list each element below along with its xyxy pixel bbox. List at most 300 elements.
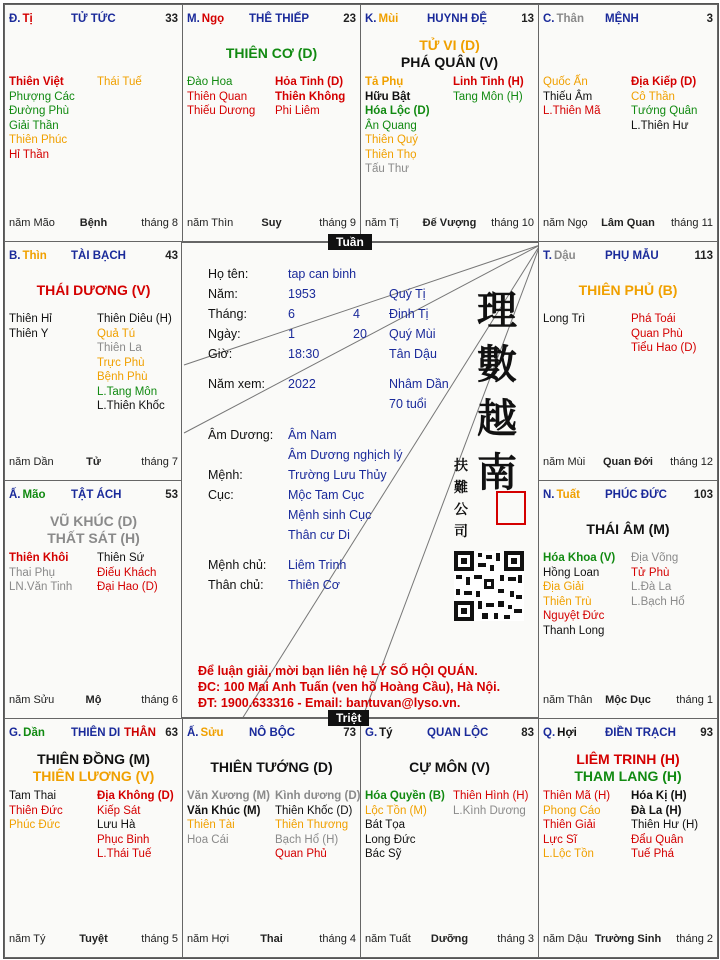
minor-star: Quốc Ấn xyxy=(543,76,588,88)
minor-star: Quan Phù xyxy=(631,327,683,340)
minor-star: Thiên Trù xyxy=(543,595,592,608)
minor-star: Ân Quang xyxy=(365,119,417,132)
horoscope-board xyxy=(3,3,719,959)
palace-name: TỬ TỨC xyxy=(71,13,116,25)
minor-star: Đà La (H) xyxy=(631,804,682,817)
minor-star: Long Đức xyxy=(365,833,416,846)
calligraphy-small-3: 公 xyxy=(454,502,468,518)
minor-star: Thiên Việt xyxy=(9,76,64,88)
calligraphy-char-3: 越 xyxy=(477,395,517,442)
amduong-value: Âm Nam xyxy=(288,428,337,442)
palace-header xyxy=(9,727,178,741)
minor-star: Tấu Thư xyxy=(365,163,409,175)
palace-number: 13 xyxy=(521,13,534,25)
palace-chi: Sửu xyxy=(200,727,224,739)
footer-year: năm Hợi xyxy=(187,933,230,945)
palace-can: B. xyxy=(9,250,21,262)
palace-ty xyxy=(360,718,539,958)
star-column-left xyxy=(543,75,631,119)
menh-label: Mệnh: xyxy=(208,468,243,482)
amduong-note: Âm Dương nghịch lý xyxy=(288,448,403,462)
month-label: Tháng: xyxy=(208,307,247,321)
minor-star: Cô Thần xyxy=(631,90,675,103)
palace-header xyxy=(543,250,713,264)
contact-line-2: ĐC: 100 Mai Anh Tuấn (ven hồ Hoàng Cầu), Hà Nội. xyxy=(198,680,501,694)
day-canchi: Quý Mùi xyxy=(389,327,436,341)
footer-trangsinh: Tử xyxy=(86,456,101,468)
star-column-right xyxy=(97,312,183,414)
star-column-right xyxy=(453,75,539,104)
palace-name: TÀI BẠCH xyxy=(71,250,126,262)
palace-can: G. xyxy=(9,727,22,739)
main-star: THÁI ÂM (M) xyxy=(586,521,670,537)
minor-star: Tả Phụ xyxy=(365,76,404,88)
minor-star: L.Thiên Khốc xyxy=(97,400,165,412)
star-column-left xyxy=(365,75,453,177)
minor-star: Thiên Quý xyxy=(365,134,419,146)
palace-mao xyxy=(4,480,183,719)
minor-star: L.Thiên Hư xyxy=(631,119,689,132)
minor-star: Bạch Hổ (H) xyxy=(275,833,339,846)
palace-header xyxy=(9,13,178,27)
center-info-panel xyxy=(181,242,539,718)
minor-star: Thai Phụ xyxy=(9,566,56,579)
footer-month: tháng 8 xyxy=(141,217,178,229)
view-year-value: 2022 xyxy=(288,377,316,391)
palace-header xyxy=(365,727,534,741)
palace-number: 73 xyxy=(343,727,356,739)
minor-star: Thiên Hỉ xyxy=(9,313,52,325)
minor-star: Địa Không (D) xyxy=(97,790,174,802)
footer-year: năm Mùi xyxy=(543,456,586,468)
minor-star: Thiên Tài xyxy=(187,819,235,831)
main-star: THIÊN LƯƠNG (V) xyxy=(32,768,155,784)
minor-star: L.Bạch Hổ xyxy=(631,595,685,608)
palace-ngo xyxy=(182,4,361,242)
minor-star: Hỉ Thần xyxy=(9,148,50,161)
palace-can: K. xyxy=(365,13,377,25)
minor-star: Thiên Sứ xyxy=(97,552,145,564)
palace-header xyxy=(543,13,713,27)
star-column-right xyxy=(631,312,718,356)
footer-year: năm Tị xyxy=(365,217,399,229)
footer-trangsinh: Suy xyxy=(261,217,282,229)
palace-number: 23 xyxy=(343,13,356,25)
main-star: THAM LANG (H) xyxy=(574,768,682,784)
footer-trangsinh: Bệnh xyxy=(79,217,108,229)
footer-month: tháng 6 xyxy=(141,694,178,706)
calligraphy-char-1: 理 xyxy=(477,287,517,334)
palace-header xyxy=(9,250,178,264)
minor-star: Phục Binh xyxy=(97,833,150,846)
minor-star: Quả Tú xyxy=(97,327,136,340)
star-column-left xyxy=(187,789,275,847)
footer-month: tháng 2 xyxy=(676,933,713,945)
star-column-right xyxy=(631,789,718,862)
footer-trangsinh: Đế Vượng xyxy=(422,217,477,229)
footer-year: năm Dậu xyxy=(543,933,588,945)
star-column-left xyxy=(543,312,631,327)
palace-header xyxy=(543,727,713,741)
palace-dau xyxy=(538,241,718,481)
palace-chi: Thìn xyxy=(22,250,47,262)
minor-star: Nguyệt Đức xyxy=(543,610,605,622)
footer-year: năm Thìn xyxy=(187,217,234,229)
palace-chi: Dậu xyxy=(553,250,576,262)
minor-star: Thiên Mã (H) xyxy=(543,790,611,802)
minor-star: Lộc Tồn (M) xyxy=(365,804,427,817)
view-year-canchi: Nhâm Dần xyxy=(389,377,449,391)
contact-line-3[interactable]: ĐT: 1900.633316 - Email: bantuvan@lyso.vn. xyxy=(198,696,461,710)
palace-dan xyxy=(4,718,183,958)
star-column-left xyxy=(543,789,631,862)
minor-star: Thiếu Âm xyxy=(543,90,593,103)
footer-month: tháng 7 xyxy=(141,456,178,468)
calligraphy-small-1: 扶 xyxy=(454,458,468,474)
minor-star: Hữu Bật xyxy=(365,90,411,103)
minor-star: Bác Sỹ xyxy=(365,848,402,860)
star-column-left xyxy=(9,789,97,833)
footer-month: tháng 4 xyxy=(319,933,356,945)
minor-star: Linh Tinh (H) xyxy=(453,76,524,88)
palace-can: N. xyxy=(543,489,555,501)
main-star: VŨ KHÚC (D) xyxy=(49,513,138,529)
minor-star: Thiên Khốc (D) xyxy=(275,804,353,817)
minor-star: Thiên Phúc xyxy=(9,134,68,146)
cuc-note-1: Mệnh sinh Cục xyxy=(288,508,372,522)
minor-star: Hoa Cái xyxy=(187,833,229,846)
palace-header xyxy=(187,13,356,27)
footer-month: tháng 10 xyxy=(491,217,534,229)
palace-name: TẬT ÁCH xyxy=(71,489,122,501)
star-column-left xyxy=(543,551,631,638)
cuc-value: Mộc Tam Cục xyxy=(288,488,365,502)
palace-footer xyxy=(543,694,713,708)
palace-footer xyxy=(187,217,356,231)
minor-star: Địa Võng xyxy=(631,552,679,564)
palace-chi: Hợi xyxy=(557,727,577,739)
minor-star: Đào Hoa xyxy=(187,76,233,88)
star-column-left xyxy=(9,312,97,341)
main-star: THÁI DƯƠNG (V) xyxy=(36,282,151,298)
minor-star: Phi Liêm xyxy=(275,105,320,117)
calligraphy-char-4: 南 xyxy=(477,449,517,496)
palace-name: HUYNH ĐỆ xyxy=(427,13,488,25)
minor-star: Tam Thai xyxy=(9,790,57,802)
footer-trangsinh: Lâm Quan xyxy=(601,217,655,229)
palace-name: MỆNH xyxy=(605,13,639,25)
footer-year: năm Mão xyxy=(9,217,55,229)
main-star: THIÊN ĐỒNG (M) xyxy=(37,751,150,767)
palace-number: 53 xyxy=(165,489,178,501)
minor-star: Trực Phù xyxy=(97,356,145,369)
star-column-right xyxy=(97,75,183,90)
palace-chi: Tị xyxy=(22,13,33,25)
minor-star: Hồng Loan xyxy=(543,566,600,579)
menhchu-value: Liêm Trinh xyxy=(288,558,347,572)
qr-code[interactable] xyxy=(454,551,524,621)
palace-ti xyxy=(4,4,183,242)
minor-star: Phá Toái xyxy=(631,313,676,325)
minor-star: L.Thiên Mã xyxy=(543,105,601,117)
star-column-right xyxy=(275,75,361,119)
year-label: Năm: xyxy=(208,287,238,301)
palace-name: THIÊN DI xyxy=(71,727,121,739)
menh-value: Trường Lưu Thủy xyxy=(288,468,387,482)
palace-footer xyxy=(9,694,178,708)
palace-chi: Mùi xyxy=(378,13,399,25)
main-star: PHÁ QUÂN (V) xyxy=(400,54,499,70)
palace-footer xyxy=(9,933,178,947)
palace-can: Q. xyxy=(543,727,556,739)
main-star: LIÊM TRINH (H) xyxy=(576,751,680,767)
minor-star: Lưu Hà xyxy=(97,819,136,831)
palace-can: Đ. xyxy=(9,13,21,25)
footer-month: tháng 5 xyxy=(141,933,178,945)
main-star: THIÊN TƯỚNG (D) xyxy=(210,759,333,775)
minor-star: Phong Cáo xyxy=(543,804,601,817)
year-canchi: Quý Tị xyxy=(389,287,426,301)
footer-year: năm Dần xyxy=(9,456,54,468)
palace-name: NÔ BỘC xyxy=(249,727,295,739)
minor-star: Văn Xương (M) xyxy=(187,790,270,802)
main-star: THIÊN PHỦ (B) xyxy=(578,282,678,298)
palace-number: 113 xyxy=(694,250,713,262)
palace-number: 3 xyxy=(706,13,713,25)
minor-star: Quan Phủ xyxy=(275,848,327,860)
palace-can: G. xyxy=(365,727,378,739)
minor-star: Giải Thần xyxy=(9,119,59,132)
minor-star: L.Lộc Tồn xyxy=(543,848,594,860)
star-column-left xyxy=(187,75,275,119)
than-marker: THÂN xyxy=(124,727,156,739)
palace-hoi xyxy=(538,718,718,958)
star-column-right xyxy=(97,789,183,862)
palace-mui xyxy=(360,4,539,242)
day-label: Ngày: xyxy=(208,327,241,341)
minor-star: Thiên Thọ xyxy=(365,148,417,161)
minor-star: Tuế Phá xyxy=(631,848,675,860)
main-star: THẤT SÁT (H) xyxy=(47,530,140,546)
star-column-right xyxy=(453,789,539,818)
palace-header xyxy=(365,13,534,27)
minor-star: Địa Giải xyxy=(543,581,584,593)
month-value: 6 xyxy=(288,307,295,321)
palace-chi: Dần xyxy=(23,727,45,739)
footer-trangsinh: Quan Đới xyxy=(603,456,653,468)
hour-label: Giờ: xyxy=(208,347,233,361)
minor-star: Bệnh Phù xyxy=(97,371,148,383)
minor-star: Thiên Hư (H) xyxy=(631,819,699,831)
star-column-right xyxy=(97,551,183,595)
palace-can: C. xyxy=(543,13,555,25)
palace-can: T. xyxy=(543,250,552,262)
footer-trangsinh: Dưỡng xyxy=(430,933,469,945)
footer-month: tháng 1 xyxy=(676,694,713,706)
minor-star: Thiên Diêu (H) xyxy=(97,313,172,325)
minor-star: Điếu Khách xyxy=(97,566,157,579)
footer-trangsinh: Mộ xyxy=(85,694,102,706)
footer-year: năm Tuất xyxy=(365,933,411,945)
minor-star: L.Tang Môn xyxy=(97,385,158,398)
amduong-label: Âm Dương: xyxy=(208,428,274,442)
calligraphy-char-2: 數 xyxy=(477,341,517,388)
palace-can: Ấ. xyxy=(187,727,199,739)
minor-star: Lực Sĩ xyxy=(543,833,577,846)
minor-star: Thiếu Dương xyxy=(187,105,256,117)
tuan-badge: Tuần xyxy=(328,234,372,250)
month-canchi: Đinh Tị xyxy=(389,307,429,321)
footer-month: tháng 12 xyxy=(670,456,713,468)
minor-star: Long Trì xyxy=(543,313,586,325)
palace-number: 43 xyxy=(165,250,178,262)
cuc-label: Cục: xyxy=(208,488,234,502)
footer-month: tháng 9 xyxy=(319,217,356,229)
minor-star: Phúc Đức xyxy=(9,819,61,831)
palace-chi: Thân xyxy=(556,13,584,25)
palace-thin xyxy=(4,241,183,481)
minor-star: Hóa Lộc (D) xyxy=(365,105,430,117)
palace-chi: Tuất xyxy=(556,489,580,501)
palace-number: 93 xyxy=(700,727,713,739)
minor-star: Bát Tọa xyxy=(365,819,406,831)
palace-footer xyxy=(9,217,178,231)
main-star: CỰ MÔN (V) xyxy=(409,759,490,775)
hour-value: 18:30 xyxy=(288,347,320,361)
palace-name: PHÚC ĐỨC xyxy=(605,489,667,501)
minor-star: Thiên Hình (H) xyxy=(453,790,529,802)
red-seal xyxy=(496,491,526,525)
thanchu-label: Thân chủ: xyxy=(208,578,264,592)
minor-star: Tiểu Hao (D) xyxy=(631,342,697,354)
palace-header xyxy=(187,727,356,741)
minor-star: Địa Kiếp (D) xyxy=(631,76,697,88)
palace-name: ĐIỀN TRẠCH xyxy=(605,727,676,739)
star-column-left xyxy=(365,789,453,862)
star-column-left xyxy=(9,75,97,162)
palace-chi: Ngọ xyxy=(201,13,225,25)
star-column-right xyxy=(631,551,718,609)
palace-footer xyxy=(187,933,356,947)
menhchu-label: Mệnh chủ: xyxy=(208,558,267,572)
main-star: TỬ VI (D) xyxy=(419,37,480,53)
palace-number: 103 xyxy=(693,489,713,501)
star-column-left xyxy=(9,551,97,595)
star-column-right xyxy=(275,789,361,862)
year-value: 1953 xyxy=(288,287,316,301)
name-label: Họ tên: xyxy=(208,267,249,281)
contact-line-1: Để luận giải, mời bạn liên hệ LÝ SỐ HỘI QUÁN. xyxy=(198,664,478,678)
minor-star: Thiên La xyxy=(97,342,142,354)
calligraphy-small-2: 難 xyxy=(454,480,468,496)
minor-star: Tướng Quân xyxy=(631,105,698,117)
palace-header xyxy=(543,489,713,503)
palace-footer xyxy=(365,217,534,231)
minor-star: Văn Khúc (M) xyxy=(187,804,261,817)
minor-star: Đại Hao (D) xyxy=(97,581,158,593)
palace-chi: Mão xyxy=(22,489,46,501)
palace-chi: Tý xyxy=(379,727,393,739)
minor-star: Thiên Y xyxy=(9,327,49,340)
minor-star: Kình dương (D) xyxy=(275,790,361,802)
palace-can: Ấ. xyxy=(9,489,21,501)
footer-trangsinh: Trường Sinh xyxy=(594,933,662,945)
minor-star: L.Thái Tuế xyxy=(97,848,152,860)
minor-star: L.Đà La xyxy=(631,581,672,593)
day-lunar: 20 xyxy=(353,327,367,341)
minor-star: Tang Môn (H) xyxy=(453,90,523,103)
palace-footer xyxy=(9,456,178,470)
minor-star: Hóa Quyền (B) xyxy=(365,790,445,802)
month-lunar: 4 xyxy=(353,307,360,321)
view-year-label: Năm xem: xyxy=(208,377,265,391)
cuc-note-2: Thân cư Di xyxy=(288,528,350,542)
minor-star: L.Kình Dương xyxy=(453,804,526,817)
palace-can: M. xyxy=(187,13,200,25)
minor-star: Thiên Giải xyxy=(543,819,596,831)
footer-month: tháng 11 xyxy=(670,217,713,229)
palace-tuat xyxy=(538,480,718,719)
triet-badge: Triệt xyxy=(328,710,369,726)
footer-trangsinh: Thai xyxy=(260,933,283,945)
minor-star: Thiên Khôi xyxy=(9,552,69,564)
palace-name: QUAN LỘC xyxy=(427,727,489,739)
minor-star: Thiên Không xyxy=(275,90,346,103)
palace-name: THÊ THIẾP xyxy=(249,13,310,25)
minor-star: Thái Tuế xyxy=(97,76,142,88)
day-value: 1 xyxy=(288,327,295,341)
minor-star: LN.Văn Tinh xyxy=(9,581,73,593)
footer-year: năm Thân xyxy=(543,694,593,706)
minor-star: Thiên Quan xyxy=(187,90,248,103)
name-value: tap can binh xyxy=(288,267,357,281)
palace-header xyxy=(9,489,178,503)
palace-suu xyxy=(182,718,361,958)
footer-trangsinh: Tuyệt xyxy=(79,933,108,945)
minor-star: Hóa Kị (H) xyxy=(631,790,687,802)
minor-star: Thiên Đức xyxy=(9,804,63,817)
minor-star: Thanh Long xyxy=(543,624,605,637)
minor-star: Kiếp Sát xyxy=(97,804,141,817)
palace-name: PHỤ MẪU xyxy=(605,250,659,262)
minor-star: Hóa Khoa (V) xyxy=(543,552,616,564)
minor-star: Thiên Thương xyxy=(275,819,349,831)
footer-year: năm Ngọ xyxy=(543,217,588,229)
palace-number: 33 xyxy=(165,13,178,25)
palace-number: 63 xyxy=(165,727,178,739)
minor-star: Phượng Các xyxy=(9,90,75,103)
contact-block xyxy=(198,663,500,711)
calligraphy-small-4: 司 xyxy=(454,524,468,540)
palace-footer xyxy=(543,456,713,470)
minor-star: Hỏa Tinh (D) xyxy=(275,76,344,88)
hour-canchi: Tân Dậu xyxy=(389,347,437,361)
minor-star: Đẩu Quân xyxy=(631,833,684,846)
main-star: THIÊN CƠ (D) xyxy=(225,45,318,61)
palace-footer xyxy=(365,933,534,947)
footer-trangsinh: Mộc Dục xyxy=(605,694,651,706)
footer-year: năm Sửu xyxy=(9,694,55,706)
palace-than xyxy=(538,4,718,242)
minor-star: Đường Phù xyxy=(9,105,69,117)
palace-number: 83 xyxy=(521,727,534,739)
thanchu-value: Thiên Cơ xyxy=(288,578,340,592)
minor-star: Tử Phù xyxy=(631,566,670,579)
footer-year: năm Tý xyxy=(9,933,46,945)
footer-month: tháng 3 xyxy=(497,933,534,945)
star-column-right xyxy=(631,75,718,133)
palace-footer xyxy=(543,217,713,231)
